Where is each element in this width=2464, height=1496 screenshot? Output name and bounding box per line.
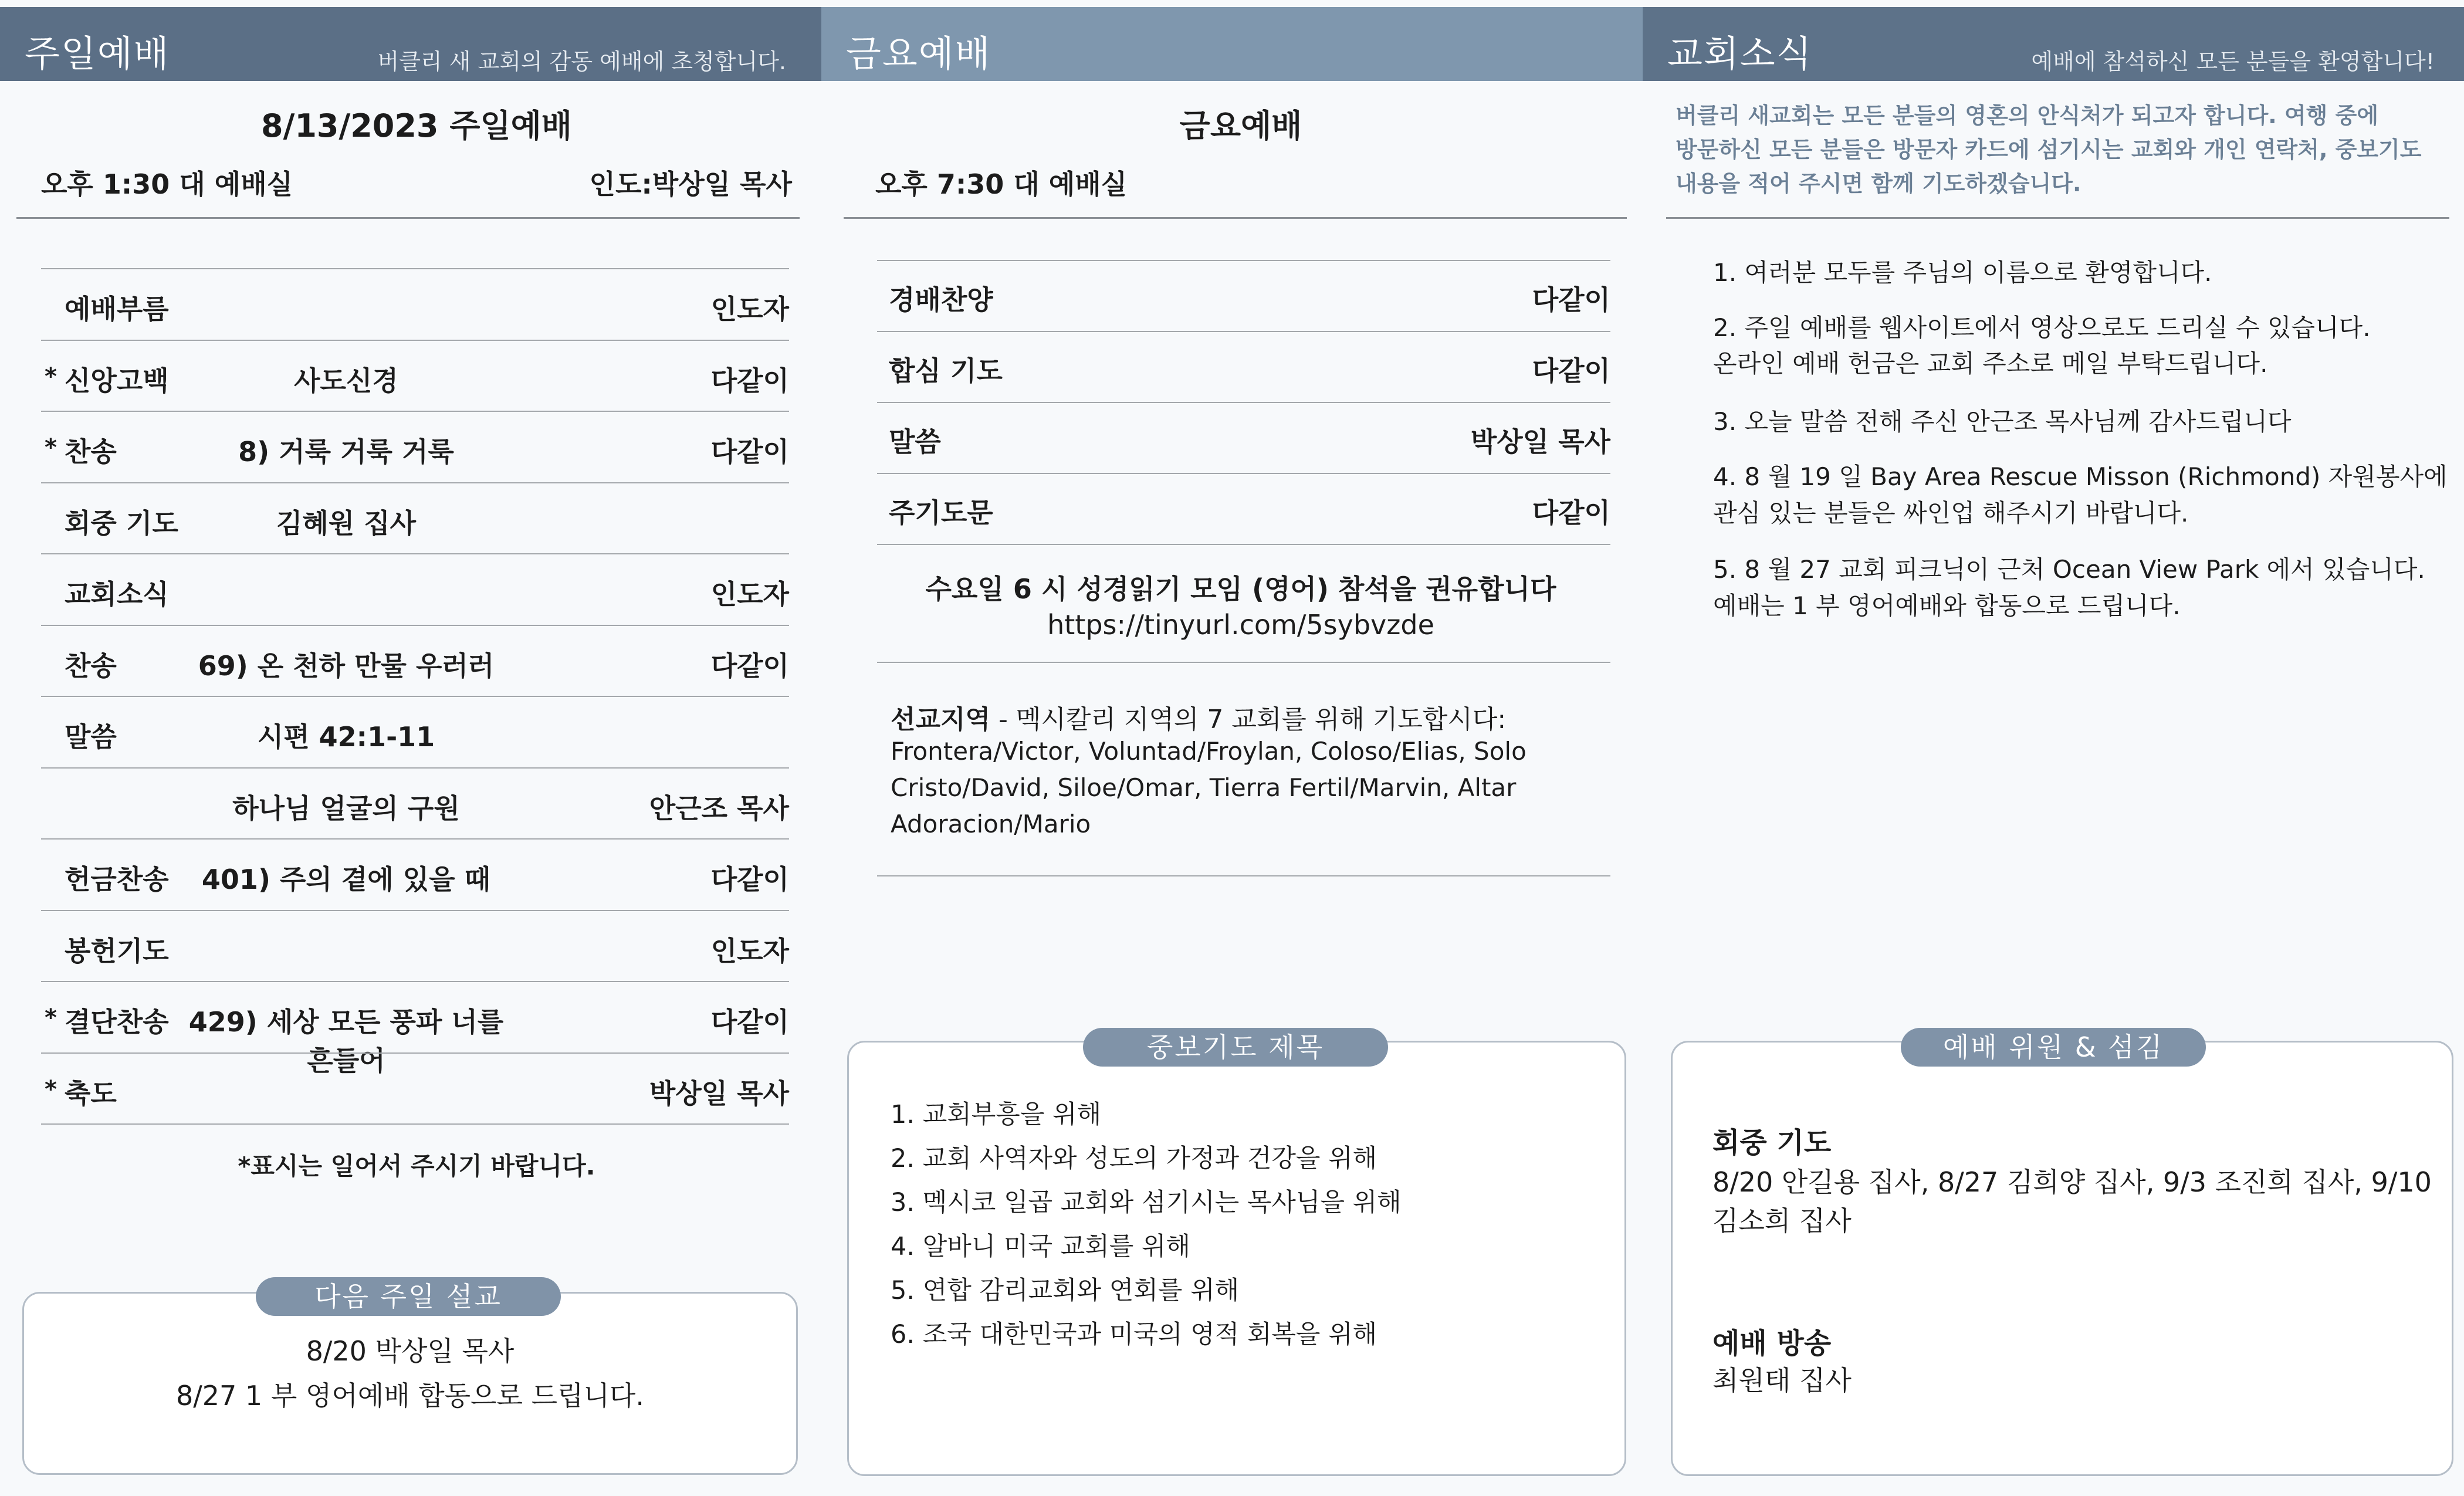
prayer-topic-item: 4. 알바니 미국 교회를 위해: [891, 1232, 1191, 1261]
divider: [877, 875, 1610, 876]
order-row: [41, 910, 789, 982]
order-row: [41, 1052, 789, 1125]
order-item-label: 신앙고백: [65, 364, 169, 397]
standing-note: *표시는 일어서 주시기 바랍니다.: [238, 1152, 595, 1180]
mission-churches-1: Frontera/Victor, Voluntad/Froylan, Coloso/Elias, Solo: [891, 737, 1527, 766]
news-item: 5. 8 월 27 교회 피크닉이 근처 Ocean View Park 에서 있습니다.: [1713, 555, 2425, 584]
order-row: [41, 696, 789, 768]
congregational-prayer-label: 회중 기도: [1712, 1126, 1832, 1159]
news-item: 1. 여러분 모두를 주님의 이름으로 환영합니다.: [1713, 258, 2212, 287]
order-item-label: 봉헌기도: [65, 935, 169, 967]
congregational-prayer-schedule-2: 김소희 집사: [1712, 1205, 1852, 1237]
mission-label: 선교지역: [891, 705, 991, 735]
order-row: [41, 340, 789, 412]
friday-header-title: 금요예배: [846, 32, 991, 75]
divider: [1666, 217, 2449, 219]
prayer-topic-item: 5. 연합 감리교회와 연회를 위해: [891, 1276, 1240, 1305]
order-row: [41, 553, 789, 625]
order-item-label: 예배부름: [65, 293, 169, 325]
news-item: 관심 있는 분들은 싸인업 해주시기 바랍니다.: [1713, 499, 2189, 527]
order-item-leader: 박상일 목사: [1470, 426, 1610, 458]
congregational-prayer-schedule-1: 8/20 안길용 집사, 8/27 김희양 집사, 9/3 조진희 집사, 9/10: [1712, 1166, 2432, 1198]
prayer-topic-item: 2. 교회 사역자와 성도의 가정과 건강을 위해: [891, 1144, 1377, 1173]
sunday-leader: 인도:박상일 목사: [589, 168, 792, 200]
order-item-leader: 다같이: [710, 436, 789, 468]
order-item-leader: 다같이: [1532, 497, 1610, 529]
news-header-title: 교회소식: [1667, 32, 1813, 75]
order-item-leader: 다같이: [710, 649, 789, 682]
order-row: [41, 268, 789, 340]
divider: [877, 662, 1610, 663]
divider: [844, 217, 1627, 219]
prayer-topic-item: 3. 멕시코 일곱 교회와 섬기시는 목사님을 위해: [891, 1188, 1402, 1217]
news-header-subtitle: 예배에 참석하신 모든 분들을 환영합니다!: [2031, 49, 2435, 75]
sunday-header: [0, 7, 821, 81]
sunday-service-title: 8/13/2023 주일예배: [261, 107, 572, 144]
sunday-header-subtitle: 버클리 새 교회의 감동 예배에 초청합니다.: [377, 49, 786, 75]
order-item-label: 찬송: [65, 649, 117, 682]
friday-header: [821, 7, 1643, 81]
order-item-leader: 다같이: [1532, 355, 1610, 387]
mission-churches-3: Adoracion/Mario: [891, 810, 1091, 838]
welcome-line-1: 버클리 새교회는 모든 분들의 영혼의 안식처가 되고자 합니다. 여행 중에: [1676, 103, 2379, 128]
order-item-label: 축도: [65, 1077, 117, 1109]
order-item-label: 주기도문: [889, 497, 993, 529]
order-item-detail: 8) 거룩 거룩 거룩: [238, 436, 454, 468]
welcome-line-3: 내용을 적어 주시면 함께 기도하겠습니다.: [1676, 171, 2081, 197]
sunday-panel: [0, 0, 821, 1496]
friday-panel: [821, 0, 1643, 1496]
staff-box: [1671, 1041, 2453, 1476]
order-row: [41, 482, 789, 554]
news-item: 온라인 예배 헌금은 교회 주소로 메일 부탁드립니다.: [1713, 349, 2268, 378]
friday-time-place: 오후 7:30 대 예배실: [875, 168, 1128, 200]
sunday-header-title: 주일예배: [25, 32, 170, 75]
prayer-topic-item: 1. 교회부흥을 위해: [891, 1100, 1102, 1129]
order-item-label: 경배찬양: [889, 284, 993, 316]
divider: [41, 1123, 789, 1125]
order-item-label: 결단찬송: [65, 1006, 169, 1038]
next-sermon-title: 다음 주일 설교: [256, 1277, 561, 1316]
order-item-label: 교회소식: [65, 578, 169, 610]
standing-mark: *: [45, 363, 57, 390]
prayer-topic-item: 6. 조국 대한민국과 미국의 영적 회복을 위해: [891, 1320, 1377, 1349]
order-item-leader: 박상일 목사: [649, 1077, 789, 1109]
next-sermon-line-1: 8/20 박상일 목사: [306, 1335, 515, 1367]
order-item-label: 찬송: [65, 436, 117, 468]
order-item-leader: 인도자: [710, 935, 789, 967]
order-row: [41, 981, 789, 1077]
order-row: [41, 411, 789, 483]
order-item-label: 말씀: [889, 426, 941, 458]
order-item-leader: 인도자: [710, 578, 789, 610]
news-item: 예배는 1 부 영어예배와 합동으로 드립니다.: [1713, 591, 2181, 620]
friday-order-row: [877, 260, 1610, 329]
news-header: [1643, 7, 2464, 81]
staff-title: 예배 위원 & 섬김: [1901, 1028, 2206, 1067]
friday-service-title: 금요예배: [1179, 107, 1302, 144]
order-item-detail: 김혜원 집사: [276, 507, 417, 539]
next-sermon-line-2: 8/27 1 부 영어예배 합동으로 드립니다.: [176, 1380, 644, 1412]
broadcast-name: 최원태 집사: [1712, 1365, 1852, 1396]
news-item: 3. 오늘 말씀 전해 주신 안근조 목사님께 감사드립니다: [1713, 407, 2292, 436]
standing-mark: *: [45, 434, 57, 461]
order-item-label: 회중 기도: [65, 507, 178, 539]
order-row: [41, 767, 789, 840]
news-item: 2. 주일 예배를 웹사이트에서 영상으로도 드리실 수 있습니다.: [1713, 313, 2371, 342]
welcome-line-2: 방문하신 모든 분들은 방문자 카드에 섬기시는 교회와 개인 연락처, 중보기도: [1676, 137, 2422, 163]
order-item-label: 합심 기도: [889, 355, 1003, 387]
order-item-detail: 401) 주의 곁에 있을 때: [201, 864, 491, 895]
bible-study-link[interactable]: https://tinyurl.com/5sybvzde: [1047, 609, 1434, 641]
friday-order-row: [877, 473, 1610, 542]
standing-mark: *: [45, 1075, 57, 1103]
bible-study-notice: 수요일 6 시 성경읽기 모임 (영어) 참석을 권유합니다: [925, 573, 1556, 605]
broadcast-label: 예배 방송: [1712, 1327, 1832, 1360]
mission-churches-2: Cristo/David, Siloe/Omar, Tierra Fertil/Marvin, Altar: [891, 773, 1517, 802]
next-sermon-box: [22, 1292, 798, 1475]
order-item-leader: 안근조 목사: [649, 792, 789, 824]
order-item-label: 말씀: [65, 721, 117, 753]
order-row: [41, 838, 789, 911]
order-item-detail: 69) 온 천하 만물 우러러: [198, 649, 495, 682]
order-item-detail: 하나님 얼굴의 구원: [232, 792, 460, 824]
news-item: 4. 8 월 19 일 Bay Area Rescue Misson (Richmond) 자원봉사에: [1713, 462, 2448, 491]
prayer-topics-title: 중보기도 제목: [1083, 1028, 1388, 1067]
divider: [16, 217, 800, 219]
friday-order-row: [877, 331, 1610, 400]
news-panel: [1643, 0, 2464, 1496]
order-item-detail: 시편 42:1-11: [257, 721, 435, 753]
order-row: [41, 625, 789, 697]
order-item-leader: 다같이: [710, 364, 789, 397]
divider: [877, 544, 1610, 545]
order-item-detail: 사도신경: [294, 364, 398, 397]
order-item-detail: 429) 세상 모든 풍파 너를 흔들어: [188, 1006, 504, 1077]
mission-heading: [891, 698, 1506, 736]
standing-mark: *: [45, 1004, 57, 1031]
order-item-leader: 다같이: [710, 1006, 789, 1038]
sunday-time-place: 오후 1:30 대 예배실: [41, 168, 293, 200]
order-item-leader: 다같이: [1532, 284, 1610, 316]
order-item-leader: 인도자: [710, 293, 789, 325]
friday-order-row: [877, 402, 1610, 471]
order-item-label: 헌금찬송: [65, 864, 169, 895]
mission-intro: - 멕시칼리 지역의 7 교회를 위해 기도합시다:: [990, 705, 1507, 735]
order-item-leader: 다같이: [710, 864, 789, 895]
